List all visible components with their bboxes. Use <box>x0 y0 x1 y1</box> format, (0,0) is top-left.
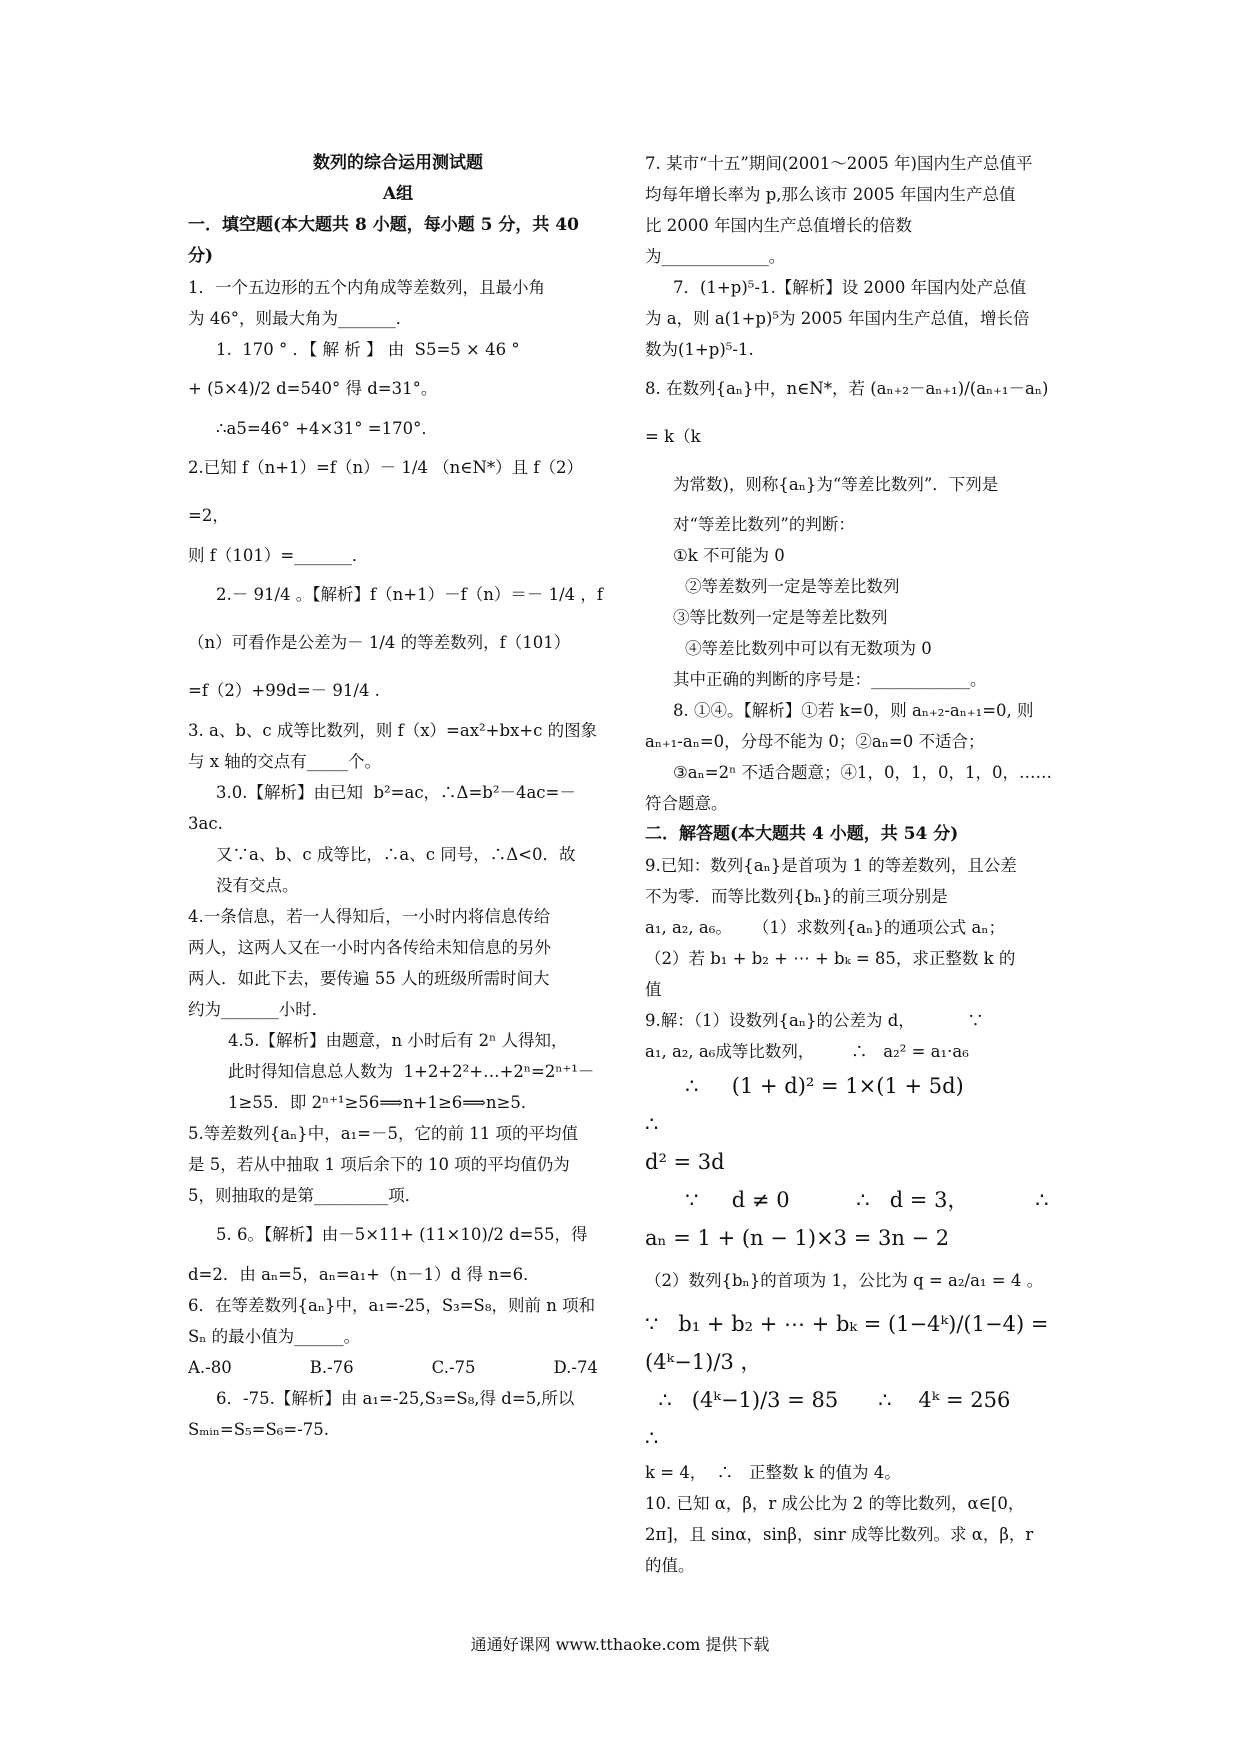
text-line: 6．在等差数列{aₙ}中，a₁=-25，S₃=S₈，则前 n 项和 <box>188 1296 596 1315</box>
text-line: 为 46°，则最大角为_______． <box>188 309 413 328</box>
text-line: aₙ₊₁-aₙ=0，分母不能为 0；②aₙ=0 不适合； <box>645 732 985 751</box>
text-line: 9.解：（1）设数列{aₙ}的公差为 d， ∵ <box>645 1011 984 1030</box>
text-line: 10. 已知 α，β，r 成公比为 2 的等比数列，α∈[0， <box>645 1494 1025 1513</box>
answer-option: B.-76 <box>309 1358 354 1377</box>
text-line: ∴ (4ᵏ−1)/3 = 85 ∴ 4ᵏ = 256 ∴ <box>645 1388 1091 1450</box>
text-line: 的值。 <box>645 1556 695 1575</box>
answer-option: C.-75 <box>431 1358 476 1377</box>
text-line: ②等差数列一定是等差比数列 <box>685 577 900 596</box>
text-line: 数为(1+p)⁵-1. <box>645 340 754 359</box>
text-line: ④等差比数列中可以有无数项为 0 <box>685 639 932 658</box>
text-line: 此时得知信息总人数为 1+2+2²+…+2ⁿ=2ⁿ⁺¹－ <box>228 1062 595 1081</box>
text-line: Sₙ 的最小值为______。 <box>188 1327 361 1346</box>
text-line: 4.5.【解析】由题意，n 小时后有 2ⁿ 人得知， <box>228 1031 568 1050</box>
text-line: 均每年增长率为 p,那么该市 2005 年国内生产总值 <box>645 185 1016 204</box>
text-line: k = 4， ∴ 正整数 k 的值为 4。 <box>645 1463 901 1482</box>
text-line: 其中正确的判断的序号是：____________。 <box>673 670 987 689</box>
text-line: 不为零．而等比数列{bₙ}的前三项分别是 <box>645 887 948 906</box>
text-line: ∴ (1 + d)² = 1×(1 + 5d) ∴ <box>645 1074 1064 1136</box>
text-line: + (5×4)/2 d=540° 得 d=31°。 <box>188 379 438 398</box>
text-line: 则 f（101）=_______． <box>188 546 369 565</box>
text-line: 1．一个五边形的五个内角成等差数列，且最小角 <box>188 278 545 297</box>
text-line: 7. 某市“十五”期间(2001～2005 年)国内生产总值平 <box>645 154 1033 173</box>
text-line: 7．(1+p)⁵-1.【解析】设 2000 年国内处产总值 <box>673 278 1027 297</box>
text-line: 一．填空题(本大题共 8 小题，每小题 5 分，共 40 <box>188 215 579 235</box>
text-line: 5. 6。【解析】由－5×11+ (11×10)/2 d=55，得 <box>216 1225 588 1244</box>
text-line: Sₘᵢₙ=S₅=S₆=-75. <box>188 1420 330 1439</box>
text-line: 4.一条信息，若一人得知后，一小时内将信息传给 <box>188 907 551 926</box>
text-line: 与 x 轴的交点有_____个。 <box>188 752 382 771</box>
text-line: 二．解答题(本大题共 4 小题，共 54 分) <box>645 824 959 844</box>
text-line: 3. a、b、c 成等比数列，则 f（x）=ax²+bx+c 的图象 <box>188 721 598 740</box>
left-column <box>188 148 608 1445</box>
text-line: A组 <box>382 184 414 204</box>
text-line: 值 <box>645 980 662 999</box>
text-line: 5，则抽取的是第_________项． <box>188 1186 422 1205</box>
text-line: 数列的综合运用测试题 <box>313 153 483 173</box>
text-line: =f（2）+99d=－ 91/4 . <box>188 681 380 700</box>
text-line: 比 2000 年国内生产总值增长的倍数 <box>645 216 912 235</box>
text-line: 3.0.【解析】由已知 b²=ac，∴Δ=b²－4ac=－ <box>216 783 576 802</box>
answer-options <box>188 1352 608 1383</box>
text-line: 约为_______小时． <box>188 1000 329 1019</box>
answer-option: A.-80 <box>188 1358 232 1377</box>
text-line: ∵ d ≠ 0 ∴ d = 3， ∴ <box>645 1188 1049 1212</box>
text-line: 2.已知 f（n+1）=f（n）－ 1/4 （n∈N*）且 f（2）=2， <box>188 458 584 525</box>
text-line: ∴a5=46° +4×31° =170°． <box>216 419 438 438</box>
text-line: （n）可看作是公差为－ 1/4 的等差数列，f（101） <box>188 633 571 652</box>
text-line: ③aₙ=2ⁿ 不适合题意；④1，0，1，0，1，0，…… <box>673 763 1052 782</box>
text-line: a₁, a₂, a₆成等比数列， ∴ a₂² = a₁·a₆ <box>645 1042 969 1061</box>
text-line: ∵ b₁ + b₂ + ⋯ + bₖ = (1−4ᵏ)/(1−4) = (4ᵏ−1)/3 ， <box>645 1312 1056 1374</box>
text-line: 两人，这两人又在一小时内各传给未知信息的另外 <box>188 938 551 957</box>
text-line: 2.－ 91/4 。【解析】f（n+1）－f（n）＝－ 1/4 ，f <box>216 585 603 604</box>
text-line: 两人．如此下去，要传遍 55 人的班级所需时间大 <box>188 969 550 988</box>
text-line: 1≥55．即 2ⁿ⁺¹≥56⟹n+1≥6⟹n≥5． <box>228 1093 538 1112</box>
text-line: 符合题意。 <box>645 794 728 813</box>
text-line: 为常数)，则称{aₙ}为“等差比数列”．下列是 <box>673 475 999 494</box>
text-line: 2π]，且 sinα，sinβ，sinr 成等比数列。求 α，β，r <box>645 1525 1034 1544</box>
text-line: （2）数列{bₙ}的首项为 1，公比为 q = a₂/a₁ = 4 。 <box>645 1271 1044 1290</box>
text-line: 对“等差比数列”的判断： <box>673 515 855 534</box>
page-footer: 通通好课网 www.tthaoke.com 提供下载 <box>470 1635 770 1654</box>
text-line: 为 a，则 a(1+p)⁵为 2005 年国内生产总值，增长倍 <box>645 309 1030 328</box>
text-line: 分) <box>188 246 214 266</box>
text-line: 8. ①④。【解析】①若 k=0，则 aₙ₊₂-aₙ₊₁=0, 则 <box>673 701 1034 720</box>
answer-option: D.-74 <box>553 1358 598 1377</box>
text-line: 没有交点。 <box>216 876 299 895</box>
text-line: 6．-75.【解析】由 a₁=-25,S₃=S₈,得 d=5,所以 <box>216 1389 575 1408</box>
text-line: 1. 170 ° ．【 解 析 】 由 S5=5 × 46 ° <box>216 340 520 359</box>
text-line: ③等比数列一定是等差比数列 <box>673 608 888 627</box>
text-line: 5.等差数列{aₙ}中，a₁=－5，它的前 11 项的平均值 <box>188 1124 578 1143</box>
text-line: 为_____________。 <box>645 247 786 266</box>
text-line: 3ac. <box>188 814 223 833</box>
right-column <box>645 148 1091 1581</box>
text-line: （2）若 b₁ + b₂ + ⋯ + bₖ = 85，求正整数 k 的 <box>645 949 1016 968</box>
text-line: 又∵a、b、c 成等比，∴a、c 同号，∴Δ<0．故 <box>216 845 576 864</box>
text-line: ①k 不可能为 0 <box>673 546 785 565</box>
text-line: 9.已知：数列{aₙ}是首项为 1 的等差数列，且公差 <box>645 856 1017 875</box>
text-line: a₁, a₂, a₆。 （1）求数列{aₙ}的通项公式 aₙ； <box>645 918 1006 937</box>
text-line: aₙ = 1 + (n − 1)×3 = 3n − 2 <box>645 1226 950 1250</box>
text-line: 是 5，若从中抽取 1 项后余下的 10 项的平均值仍为 <box>188 1155 570 1174</box>
text-line: 8. 在数列{aₙ}中，n∈N*，若 (aₙ₊₂－aₙ₊₁)/(aₙ₊₁－aₙ) = k（k <box>645 379 1054 446</box>
text-line: d² = 3d <box>645 1150 725 1174</box>
text-line: d=2．由 aₙ=5，aₙ=a₁+（n－1）d 得 n=6． <box>188 1265 540 1284</box>
